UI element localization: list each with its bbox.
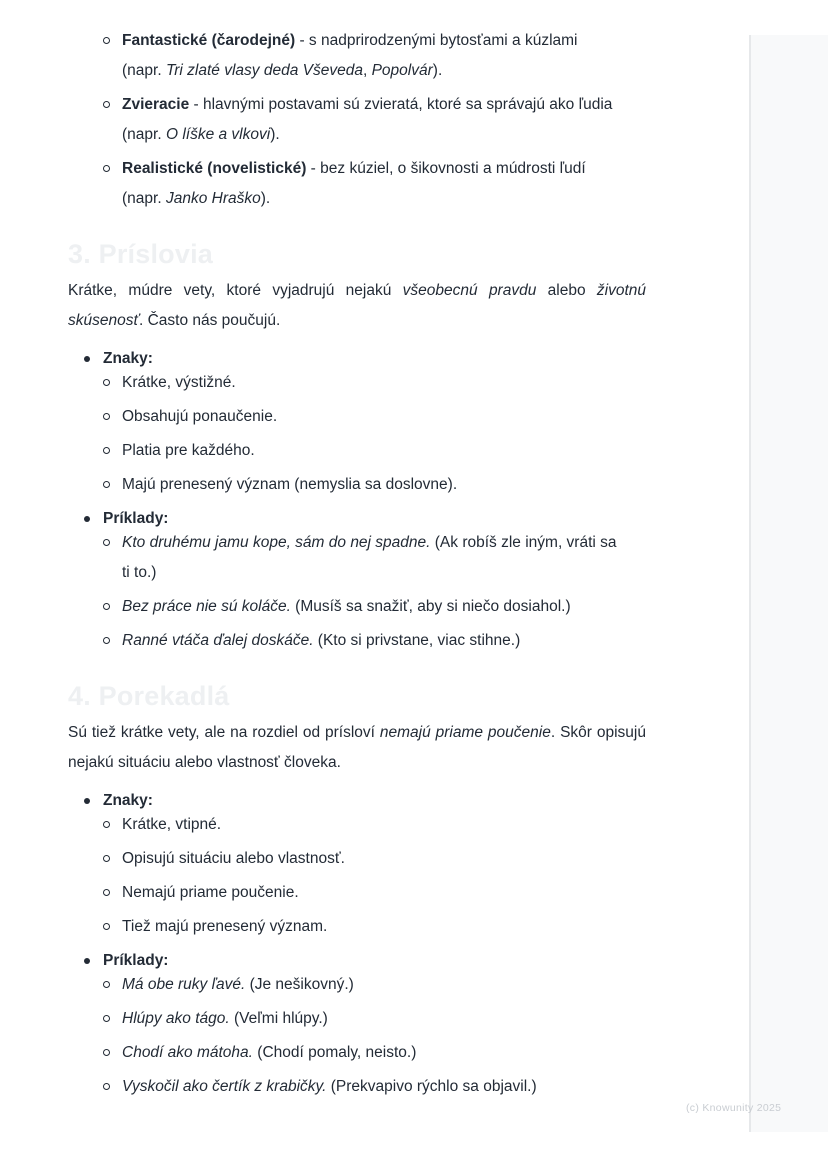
list-item xyxy=(103,90,646,150)
bullet-circle-icon xyxy=(103,889,110,896)
text-run: nemajú priame poučenie xyxy=(379,724,551,741)
text-run: Krátke, výstižné. xyxy=(122,374,236,391)
sub-bullet-list xyxy=(103,528,646,656)
text-run: (napr. xyxy=(122,190,166,207)
text-run: Sú tiež krátke vety, ale na rozdiel od prísloví xyxy=(68,724,380,741)
text-run: ). xyxy=(432,62,443,79)
text-run: (Je nešikovný.) xyxy=(245,976,354,993)
list-item xyxy=(103,368,646,398)
text-run: Realistické (novelistické) xyxy=(122,160,307,177)
section-heading: 3. Príslovia xyxy=(68,239,213,269)
bullet-circle-icon xyxy=(103,603,110,610)
text-run: životnú skúsenosť xyxy=(68,282,647,329)
text-run: Fantastické (čarodejné) xyxy=(122,32,296,49)
bullet-circle-icon xyxy=(103,481,110,488)
text-run: . Skôr opisujú nejakú situáciu alebo vlastnosť človeka. xyxy=(68,724,646,771)
list-item xyxy=(103,26,646,86)
list-item xyxy=(103,1072,646,1102)
list-item xyxy=(68,344,646,500)
bullet-disc-icon xyxy=(84,958,90,964)
bullet-disc-icon xyxy=(84,356,90,362)
text-run: Chodí ako mátoha. xyxy=(122,1044,253,1061)
bullet-disc-icon xyxy=(84,516,90,522)
text-run: Nemajú priame poučenie. xyxy=(122,884,299,901)
text-run: Tri zlaté vlasy deda Vševeda xyxy=(165,62,363,79)
bullet-circle-icon xyxy=(103,379,110,386)
sub-bullet-list xyxy=(103,368,646,500)
bullet-list xyxy=(68,786,646,1102)
text-run: Obsahujú ponaučenie. xyxy=(122,408,278,425)
text-run: Bez práce nie sú koláče. xyxy=(122,598,291,615)
text-run: . Často nás poučujú. xyxy=(138,312,281,329)
text-run: Popolvár xyxy=(371,62,433,79)
list-item xyxy=(103,912,646,942)
list-item xyxy=(68,786,646,942)
sub-bullet-list xyxy=(103,810,646,942)
bullet-circle-icon xyxy=(103,981,110,988)
section-heading: 4. Porekadlá xyxy=(68,681,230,711)
text-run: Platia pre každého. xyxy=(122,442,255,459)
next-page-area xyxy=(751,35,828,1132)
copyright-watermark: (c) Knowunity 2025 xyxy=(686,1102,782,1114)
text-run: (Musíš sa snažiť, aby si niečo dosiahol.) xyxy=(290,598,571,615)
list-item xyxy=(103,528,646,588)
bullet-circle-icon xyxy=(103,37,110,44)
list-item xyxy=(103,592,646,622)
list-item xyxy=(103,154,646,214)
bullet-circle-icon xyxy=(103,413,110,420)
list-item xyxy=(103,626,646,656)
text-run: Hlúpy ako tágo. xyxy=(122,1010,230,1027)
text-run: Príklady: xyxy=(103,952,169,969)
paragraph xyxy=(68,276,646,336)
bullet-circle-icon xyxy=(103,101,110,108)
text-run: Krátke, múdre vety, ktoré vyjadrujú nejakú xyxy=(68,282,403,299)
list-item xyxy=(68,946,646,1102)
text-run: Kto druhému jamu kope, sám do nej spadne. xyxy=(122,534,431,551)
text-run: - hlavnými postavami sú zvieratá, ktoré sa správajú ako ľudia xyxy=(189,96,613,113)
bullet-circle-icon xyxy=(103,821,110,828)
text-run: - bez kúziel, o šikovnosti a múdrosti ľudí xyxy=(306,160,586,177)
list-item xyxy=(68,504,646,656)
bullet-circle-icon xyxy=(103,447,110,454)
page-edge-divider xyxy=(749,35,751,1132)
bullet-circle-icon xyxy=(103,1015,110,1022)
sub-bullet-list xyxy=(103,26,646,214)
list-item xyxy=(103,1004,646,1034)
text-run: (Prekvapivo rýchlo sa objavil.) xyxy=(326,1078,537,1095)
text-run: (Veľmi hlúpy.) xyxy=(229,1010,328,1027)
text-run: (Chodí pomaly, neisto.) xyxy=(252,1044,417,1061)
text-run: Znaky: xyxy=(103,792,153,809)
text-run: (Ak robíš zle iným, vráti sa xyxy=(430,534,617,551)
text-run: (napr. xyxy=(122,126,166,143)
text-run: Znaky: xyxy=(103,350,153,367)
list-item xyxy=(103,810,646,840)
bullet-list xyxy=(68,344,646,656)
text-run: , xyxy=(362,62,372,79)
text-run: Zvieracie xyxy=(122,96,190,113)
text-run: - s nadprirodzenými bytosťami a kúzlami xyxy=(295,32,578,49)
text-run: Tiež majú prenesený význam. xyxy=(122,918,328,935)
list-item xyxy=(103,470,646,500)
list-item xyxy=(103,1038,646,1068)
document-blocks xyxy=(68,26,646,1102)
bullet-circle-icon xyxy=(103,1083,110,1090)
text-run: Príklady: xyxy=(103,510,169,527)
bullet-circle-icon xyxy=(103,637,110,644)
text-run: Ranné vtáča ďalej doskáče. xyxy=(122,632,314,649)
text-run: všeobecnú pravdu xyxy=(402,282,537,299)
bullet-circle-icon xyxy=(103,923,110,930)
text-run: Opisujú situáciu alebo vlastnosť. xyxy=(122,850,345,867)
list-item xyxy=(103,878,646,908)
text-run: ). xyxy=(270,126,280,143)
list-item xyxy=(103,970,646,1000)
list-item xyxy=(103,844,646,874)
text-run: (napr. xyxy=(122,62,166,79)
paragraph xyxy=(68,718,646,778)
bullet-circle-icon xyxy=(103,1049,110,1056)
text-run: O líške a vlkovi xyxy=(165,126,271,143)
text-run: (Kto si privstane, viac stihne.) xyxy=(313,632,521,649)
bullet-circle-icon xyxy=(103,855,110,862)
text-run: ). xyxy=(260,190,271,207)
text-run: ti to.) xyxy=(122,564,157,581)
list-item xyxy=(103,436,646,466)
text-run: Má obe ruky ľavé. xyxy=(122,976,246,993)
text-run: Vyskočil ako čertík z krabičky. xyxy=(122,1078,327,1095)
sub-bullet-list xyxy=(103,970,646,1102)
list-item xyxy=(103,402,646,432)
text-run: Majú prenesený význam (nemyslia sa doslovne). xyxy=(122,476,458,493)
text-run: Janko Hraško xyxy=(165,190,261,207)
bullet-circle-icon xyxy=(103,539,110,546)
text-run: Krátke, vtipné. xyxy=(122,816,222,833)
bullet-circle-icon xyxy=(103,165,110,172)
document-content xyxy=(68,0,646,1102)
bullet-disc-icon xyxy=(84,798,90,804)
text-run: alebo xyxy=(536,282,597,299)
